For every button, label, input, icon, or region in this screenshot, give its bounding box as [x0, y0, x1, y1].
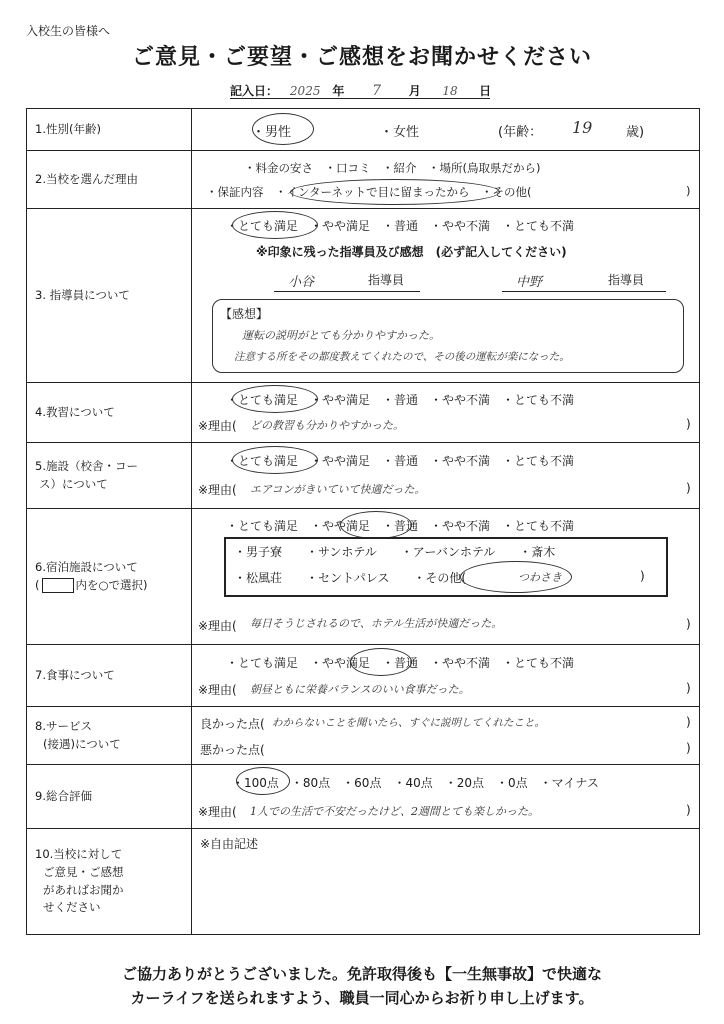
instructor-name-1[interactable]: 小谷: [288, 275, 315, 290]
q3-content: [192, 209, 700, 383]
row-meals: [27, 645, 700, 707]
row-overall: [27, 765, 700, 829]
good-point-text[interactable]: わからないことを聞いたら、すぐに説明してくれたこと。: [272, 717, 545, 729]
date-month-unit: 月: [408, 84, 421, 98]
lesson-scale: ・とても満足 ・やや満足 ・普通 ・やや不満 ・とても不満: [226, 393, 575, 407]
instructor-suffix-1: 指導員: [368, 273, 405, 287]
q6-label-paren: (: [35, 577, 40, 592]
somewhat-satisfied-circle: [340, 511, 412, 539]
q6-label-line1: 6.宿泊施設について: [35, 559, 138, 574]
reason-other-close: ): [686, 184, 691, 198]
instructor-underline-2: [502, 291, 666, 292]
reason-text[interactable]: 毎日そうじされるので、ホテル生活が快適だった。: [250, 617, 503, 630]
row-reason: [27, 151, 700, 209]
overall-scale: ・100点 ・80点 ・60点 ・40点 ・20点 ・0点 ・マイナス: [232, 776, 599, 790]
date-day-value: 18: [442, 84, 458, 98]
q5-label: [27, 443, 192, 509]
reason-label: ※理由(: [198, 419, 237, 433]
instructor-name-2[interactable]: 中野: [516, 275, 543, 290]
page-title: ご意見・ご要望・ご感想をお聞かせください: [131, 45, 592, 70]
row-facilities: [27, 443, 700, 509]
q5-label-line2: ス）について: [39, 476, 108, 491]
q5-content: [192, 443, 700, 509]
q8-label-line2: (接遇)について: [43, 736, 121, 751]
other-selected-circle: [460, 561, 572, 593]
q4-label: 4.教習について: [27, 383, 192, 443]
lodging-other-close: ): [640, 569, 645, 583]
q6-label: [27, 509, 192, 645]
instructor-suffix-2: 指導員: [608, 273, 645, 287]
option-male[interactable]: ・男性: [252, 125, 292, 140]
q6-label-instruction: 内を○で選択): [75, 577, 148, 592]
q10-label: [27, 829, 192, 935]
reason-text[interactable]: 朝昼ともに栄養バランスのいい食事だった。: [250, 683, 470, 696]
impression-label: 【感想】: [220, 307, 269, 321]
q5-label-line1: 5.施設（校舎・コー: [35, 458, 138, 473]
row-gender-age: [27, 109, 700, 151]
somewhat-satisfied-circle: [350, 648, 412, 676]
q1-content: [192, 109, 700, 151]
q9-label: 9.総合評価: [27, 765, 192, 829]
reason-close: ): [686, 481, 691, 495]
good-point-close: ): [686, 715, 691, 729]
option-female[interactable]: ・女性: [380, 125, 420, 140]
row-service: [27, 707, 700, 765]
reason-text[interactable]: どの教習も分かりやすかった。: [250, 419, 404, 432]
q6-label-line2: [35, 577, 191, 595]
reason-close: ): [686, 417, 691, 431]
date-year-value: 2025: [289, 84, 321, 98]
age-unit: 歳): [626, 125, 645, 140]
good-point-label: 良かった点(: [200, 717, 265, 731]
internet-selected-circle: [290, 179, 500, 205]
survey-form: [26, 108, 700, 935]
meal-scale: ・とても満足 ・やや満足 ・普通 ・やや不満 ・とても不満: [226, 656, 575, 670]
q8-label: [27, 707, 192, 765]
lodging-other-text[interactable]: つわさき: [518, 571, 562, 584]
very-satisfied-circle: [232, 385, 318, 413]
q10-label-line4: せください: [43, 900, 101, 915]
entry-date: [230, 82, 491, 99]
audience-label: 入校生の皆様へ: [26, 24, 111, 38]
reason-label: ※理由(: [198, 483, 237, 497]
q3-label: 3. 指導員について: [27, 209, 192, 383]
date-year-unit: 年: [332, 84, 345, 98]
reason-label: ※理由(: [198, 683, 237, 697]
very-satisfied-circle: [232, 446, 318, 474]
reason-label: ※理由(: [198, 619, 237, 633]
q10-content[interactable]: [192, 829, 700, 935]
reason-close: ): [686, 617, 691, 631]
row-instructor: [27, 209, 700, 383]
closing-line-2: カーライフを送られますよう、職員一同心からお祈り申し上げます。: [130, 989, 594, 1007]
reason-close: ): [686, 803, 691, 817]
q6-content: [192, 509, 700, 645]
closing-message: [0, 962, 724, 1010]
impression-line-2[interactable]: 注意する所をその都度教えてくれたので、その後の運転が楽になった。: [234, 351, 570, 363]
box-symbol: [42, 578, 74, 593]
reason-text[interactable]: エアコンがきいていて快適だった。: [250, 483, 426, 496]
date-label: 記入日：: [230, 84, 279, 98]
q1-label: 1.性別(年齢): [27, 109, 192, 151]
reason-text[interactable]: 1人での生活で不安だったけど、2週間とても楽しかった。: [250, 805, 539, 818]
reason-label: ※理由(: [198, 805, 237, 819]
q10-label-line1: 10.当校に対して: [35, 846, 123, 861]
date-day-unit: 日: [479, 84, 492, 98]
q7-content: [192, 645, 700, 707]
q10-label-line3: があればお聞か: [43, 882, 124, 897]
score-100-circle: [236, 767, 290, 795]
date-underline: [230, 98, 490, 99]
instructor-scale: ・とても満足 ・やや満足 ・普通 ・やや不満 ・とても不満: [226, 219, 575, 233]
reason-options-row1: ・料金の安さ ・口コミ ・紹介 ・場所(鳥取県だから): [244, 161, 541, 175]
facility-scale: ・とても満足 ・やや満足 ・普通 ・やや不満 ・とても不満: [226, 454, 575, 468]
instructor-instruction: ※印象に残った指導員及び感想 (必ず記入してください): [256, 245, 567, 259]
q4-content: [192, 383, 700, 443]
q2-content: [192, 151, 700, 209]
date-month-value: 7: [372, 83, 382, 99]
reason-close: ): [686, 681, 691, 695]
lodging-options-row1: ・男子寮 ・サンホテル ・アーバンホテル ・斎木: [234, 545, 556, 559]
very-satisfied-circle: [232, 211, 318, 239]
impression-line-1[interactable]: 運転の説明がとても分かりやすかった。: [242, 329, 440, 342]
row-lessons: [27, 383, 700, 443]
bad-point-close: ): [686, 741, 691, 755]
lodging-scale: ・とても満足 ・やや満足 ・普通 ・やや不満 ・とても不満: [226, 519, 575, 533]
age-label: (年齢：: [498, 125, 543, 140]
reason-options-row2: ・保証内容 ・インターネットで目に留まったから ・その他(: [206, 185, 532, 199]
lodging-options-row2: ・松風荘 ・セントパレス ・その他(: [234, 571, 467, 585]
bad-point-label: 悪かった点(: [200, 743, 265, 757]
age-value[interactable]: 19: [572, 118, 593, 137]
q8-label-line1: 8.サービス: [35, 718, 92, 733]
q9-content: [192, 765, 700, 829]
q10-label-line2: ご意見・ご感想: [43, 864, 124, 879]
q2-label: 2.当校を選んだ理由: [27, 151, 192, 209]
free-text-label: ※自由記述: [200, 837, 259, 851]
q8-content: [192, 707, 700, 765]
male-selected-circle: [252, 113, 314, 145]
instructor-underline-1: [274, 291, 420, 292]
q7-label: 7.食事について: [27, 645, 192, 707]
row-lodging: [27, 509, 700, 645]
row-comments: [27, 829, 700, 935]
closing-line-1: ご協力ありがとうございました。免許取得後も【一生無事故】で快適な: [121, 965, 602, 983]
